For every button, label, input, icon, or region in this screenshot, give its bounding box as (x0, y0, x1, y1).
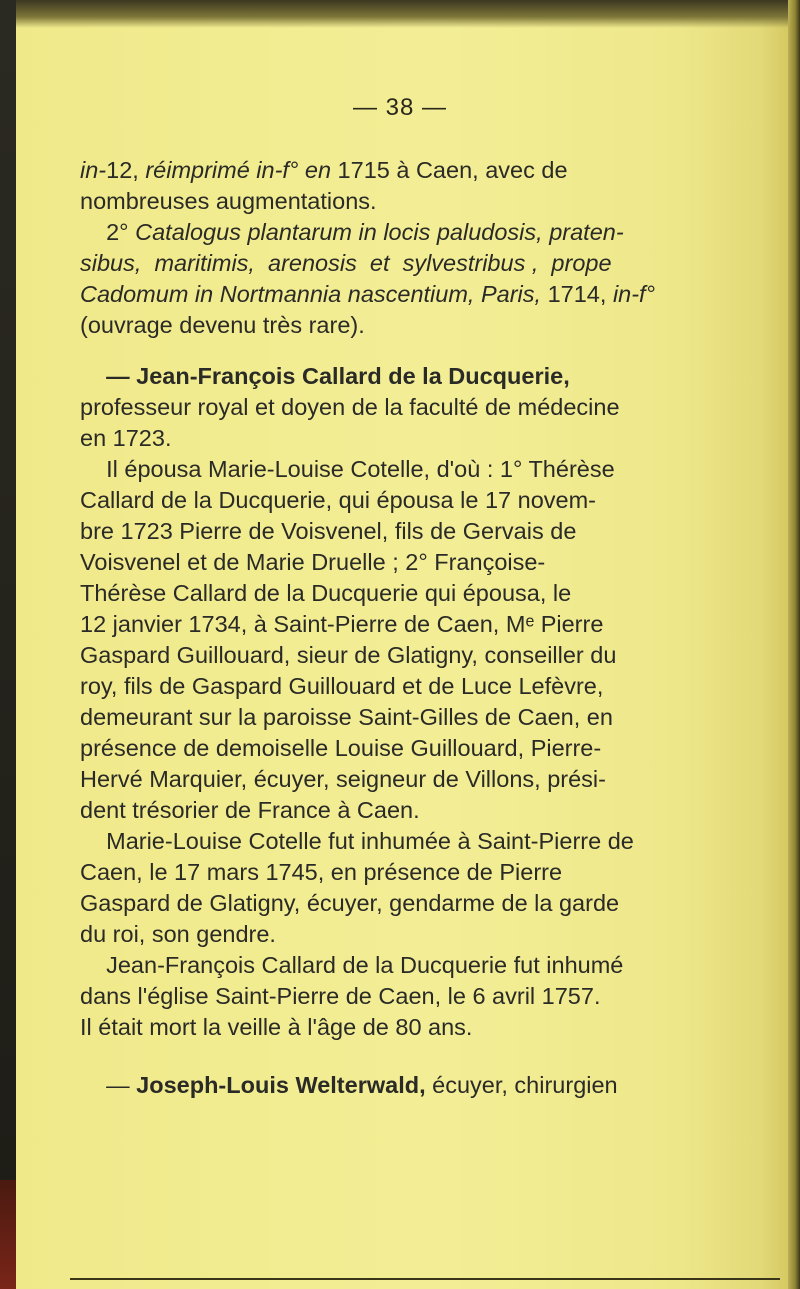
text-line (80, 609, 766, 640)
text-line (80, 702, 766, 733)
italic-text: Cadomum in Nortmannia nascentium, Paris, (80, 281, 542, 307)
text-run: dent trésorier de France à Caen. (80, 797, 420, 823)
text-run: 12 janvier 1734, à Saint-Pierre de Caen, Mᵉ Pierre (80, 611, 604, 637)
text-line (80, 1012, 766, 1043)
text-line (80, 485, 766, 516)
text-line (80, 919, 766, 950)
text-run: nombreuses augmentations. (80, 188, 377, 214)
text-line (80, 857, 766, 888)
text-line (80, 361, 766, 392)
italic-text: Catalogus plantarum in locis paludosis, praten- (135, 219, 624, 245)
text-run: bre 1723 Pierre de Voisvenel, fils de Gervais de (80, 518, 577, 544)
text-line (80, 155, 766, 186)
text-run: Gaspard de Glatigny, écuyer, gendarme de la garde (80, 890, 620, 916)
page-bottom-edge (70, 1278, 780, 1280)
body-text (80, 155, 766, 1101)
text-run: Il était mort la veille à l'âge de 80 ans. (80, 1014, 473, 1040)
text-line (80, 764, 766, 795)
text-line (80, 950, 766, 981)
text-line (80, 795, 766, 826)
page-right-edge (788, 0, 800, 1289)
text-run: Thérèse Callard de la Ducquerie qui épousa, le (80, 580, 572, 606)
text-run: Caen, le 17 mars 1745, en présence de Pierre (80, 859, 563, 885)
text-run: Voisvenel et de Marie Druelle ; 2° Françoise- (80, 549, 546, 575)
text-line (80, 516, 766, 547)
text-line (80, 671, 766, 702)
text-run: (ouvrage devenu très rare). (80, 312, 365, 338)
text-line (80, 578, 766, 609)
text-run: 1715 à Caen, avec de (331, 157, 568, 183)
text-run: présence de demoiselle Louise Guillouard, Pierre- (80, 735, 602, 761)
text-line (80, 826, 766, 857)
text-run: — (80, 1072, 137, 1098)
text-run: Hervé Marquier, écuyer, seigneur de Villons, prési- (80, 766, 606, 792)
text-line (80, 279, 766, 310)
bold-text: Joseph-Louis Welterwald, (136, 1072, 426, 1098)
bold-text: — Jean-François Callard de la Ducquerie, (80, 363, 570, 389)
text-line (80, 547, 766, 578)
text-run: 2° (80, 219, 136, 245)
text-run: 1714, (541, 281, 613, 307)
italic-text: in-f° (612, 281, 655, 307)
binding-edge-red (0, 1180, 16, 1289)
text-run: Gaspard Guillouard, sieur de Glatigny, conseiller du (80, 642, 617, 668)
text-line (80, 186, 766, 217)
text-run: du roi, son gendre. (80, 921, 276, 947)
text-run: Callard de la Ducquerie, qui épousa le 17 novem- (80, 487, 597, 513)
page-top-shadow (14, 0, 800, 28)
text-run: écuyer, chirurgien (425, 1072, 618, 1098)
text-run: demeurant sur la paroisse Saint-Gilles de Caen, en (80, 704, 613, 730)
text-run: dans l'église Saint-Pierre de Caen, le 6 avril 1757. (80, 983, 601, 1009)
text-run: Marie-Louise Cotelle fut inhumée à Saint-Pierre de (80, 828, 634, 854)
text-line (80, 248, 766, 279)
text-run: Il épousa Marie-Louise Cotelle, d'où : 1° Thérèse (80, 456, 615, 482)
text-line (80, 1070, 766, 1101)
text-line (80, 981, 766, 1012)
text-line (80, 310, 766, 341)
text-line (80, 423, 766, 454)
text-line (80, 640, 766, 671)
italic-text: réimprimé in-f° en (145, 157, 332, 183)
text-run: professeur royal et doyen de la faculté de médecine (80, 394, 620, 420)
text-line (80, 392, 766, 423)
page-number: — 38 — (352, 94, 448, 121)
binding-edge (0, 0, 16, 1289)
italic-text: in- (80, 157, 107, 183)
text-run: roy, fils de Gaspard Guillouard et de Luce Lefèvre, (80, 673, 604, 699)
italic-text: sibus, maritimis, arenosis et sylvestribus , prope (80, 250, 612, 276)
text-line (80, 733, 766, 764)
text-line (80, 217, 766, 248)
text-line (80, 888, 766, 919)
text-run: 12, (106, 157, 146, 183)
text-run: Jean-François Callard de la Ducquerie fut inhumé (80, 952, 624, 978)
paragraph-gap (80, 1043, 766, 1070)
text-line (80, 454, 766, 485)
text-run: en 1723. (80, 425, 172, 451)
paragraph-gap (80, 341, 766, 361)
